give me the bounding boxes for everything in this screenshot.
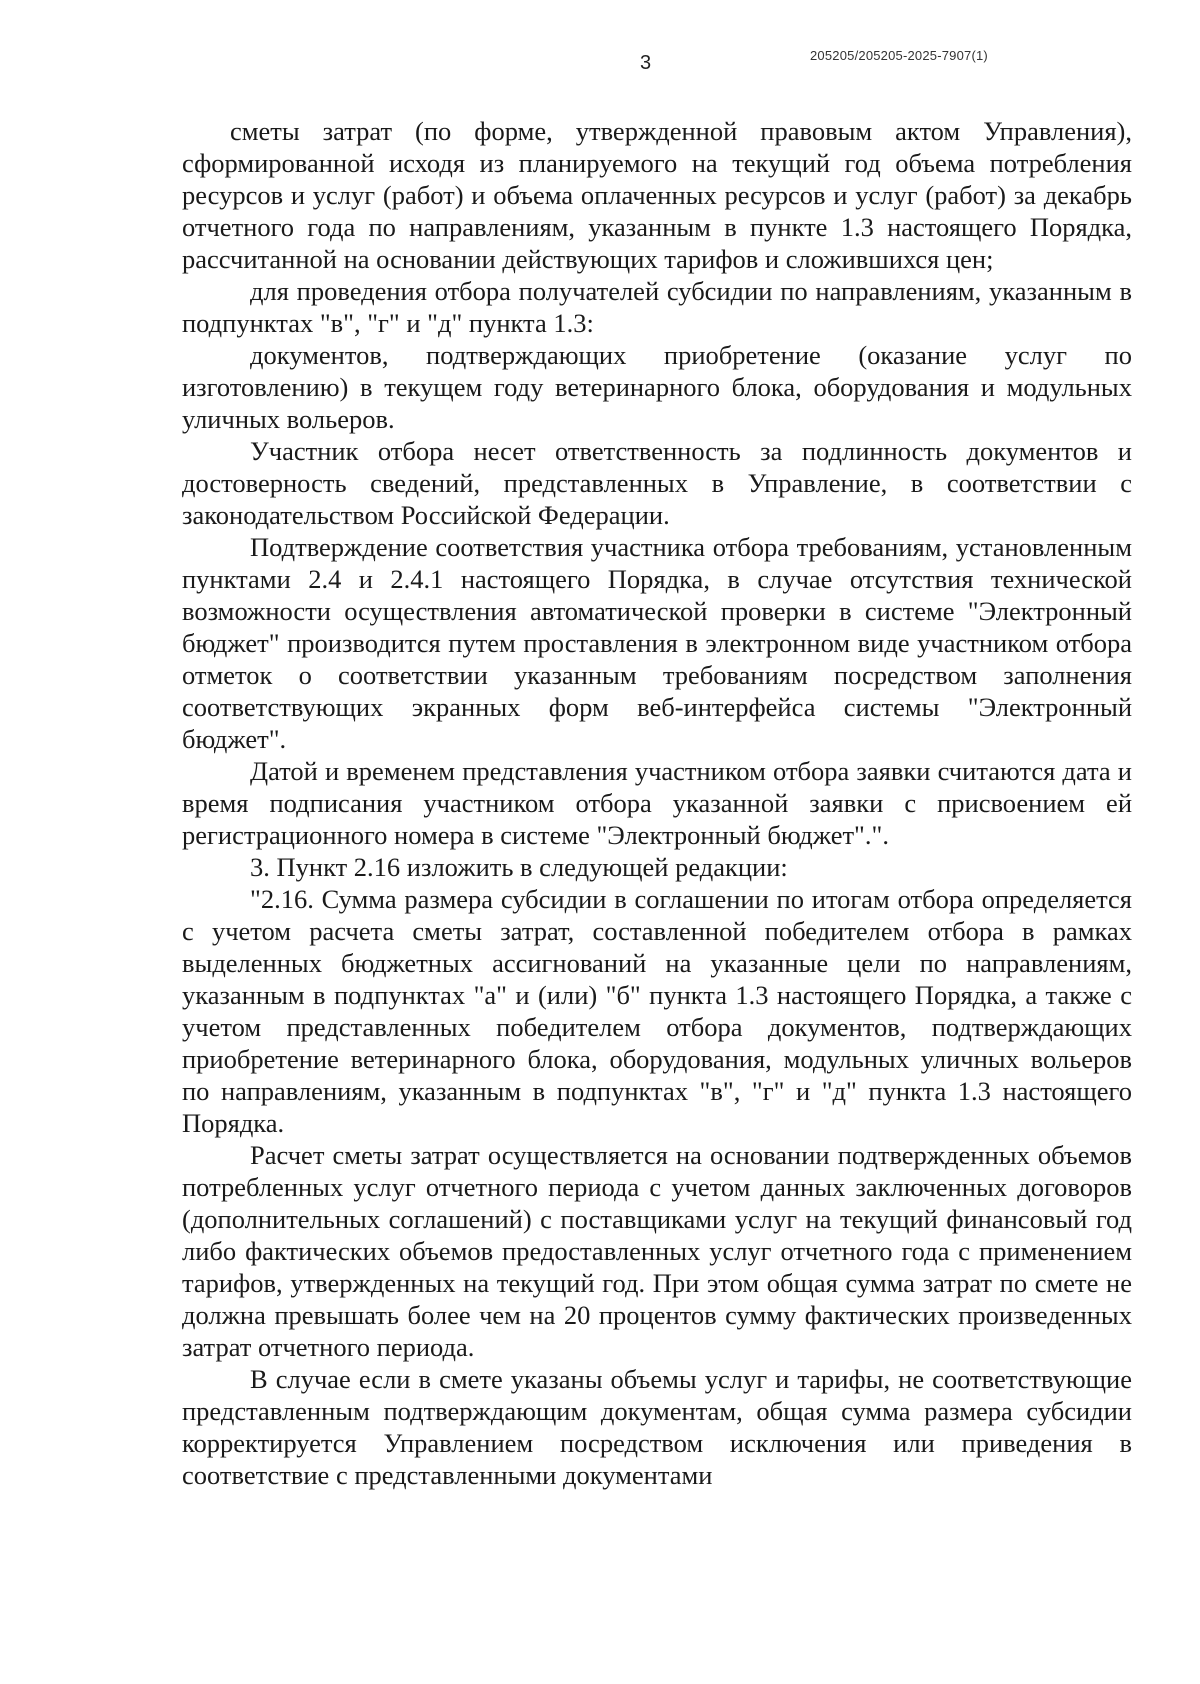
paragraph-estimate-calculation: Расчет сметы затрат осуществляется на основании подтвержденных объемов потребленных услуг отчетного периода с учетом данных заключенных договоров (дополнительных соглашений) с поставщиками услуг на текущий финансовый год либо фактических объемов предоставленных услуг отчетного года с применением тарифов, утвержденных на текущий год. При этом общая сумма затрат по смете не должна превышать более чем на 20 процентов сумму фактических произведенных затрат отчетного периода. [182,1140,1132,1362]
document-body [182,115,1132,1491]
paragraph-estimate-costs: сметы затрат (по форме, утвержденной правовым актом Управления), сформированной исходя из планируемого на текущий год объема потребления ресурсов и услуг (работ) и объема оплаченных ресурсов и услуг (работ) за декабрь отчетного года по направлениям, указанным в пункте 1.3 настоящего Порядка, рассчитанной на основании действующих тарифов и сложившихся цен; [182,116,1132,274]
paragraph-compliance-confirmation: Подтверждение соответствия участника отбора требованиям, установленным пунктами 2.4 и 2.4.1 настоящего Порядка, в случае отсутствия технической возможности осуществления автоматической проверки в системе "Электронный бюджет" производится путем проставления в электронном виде участником отбора отметок о соответствии указанным требованиям посредством заполнения соответствующих экранных форм веб-интерфейса системы "Электронный бюджет". [182,532,1132,754]
paragraph-selection-directions: для проведения отбора получателей субсидии по направлениям, указанным в подпунктах "в", "г" и "д" пункта 1.3: [182,276,1132,338]
paragraph-application-date: Датой и временем представления участником отбора заявки считаются дата и время подписания участником отбора указанной заявки с присвоением ей регистрационного номера в системе "Электронный бюджет".". [182,756,1132,850]
paragraph-clause-2-16: "2.16. Сумма размера субсидии в соглашении по итогам отбора определяется с учетом расчета сметы затрат, составленной победителем отбора в рамках выделенных бюджетных ассигнований на указанные цели по направлениям, указанным в подпунктах "а" и (или) "б" пункта 1.3 настоящего Порядка, а также с учетом представленных победителем отбора документов, подтверждающих приобретение ветеринарного блока, оборудования, модульных уличных вольеров по направлениям, указанным в подпунктах "в", "г" и "д" пункта 1.3 настоящего Порядка. [182,884,1132,1138]
paragraph-item-3: 3. Пункт 2.16 изложить в следующей редакции: [250,852,788,882]
paragraph-subsidy-adjustment: В случае если в смете указаны объемы услуг и тарифы, не соответствующие представленным подтверждающим документам, общая сумма размера субсидии корректируется Управлением посредством исключения или приведения в соответствие с представленными документами [182,1364,1132,1490]
document-id: 205205/205205-2025-7907(1) [810,48,988,63]
paragraph-participant-responsibility: Участник отбора несет ответственность за подлинность документов и достоверность сведений, представленных в Управление, в соответствии с законодательством Российской Федерации. [182,436,1132,530]
page-number: 3 [640,52,652,74]
paragraph-documents-list: документов, подтверждающих приобретение (оказание услуг по изготовлению) в текущем году ветеринарного блока, оборудования и модульных уличных вольеров. [182,340,1132,434]
